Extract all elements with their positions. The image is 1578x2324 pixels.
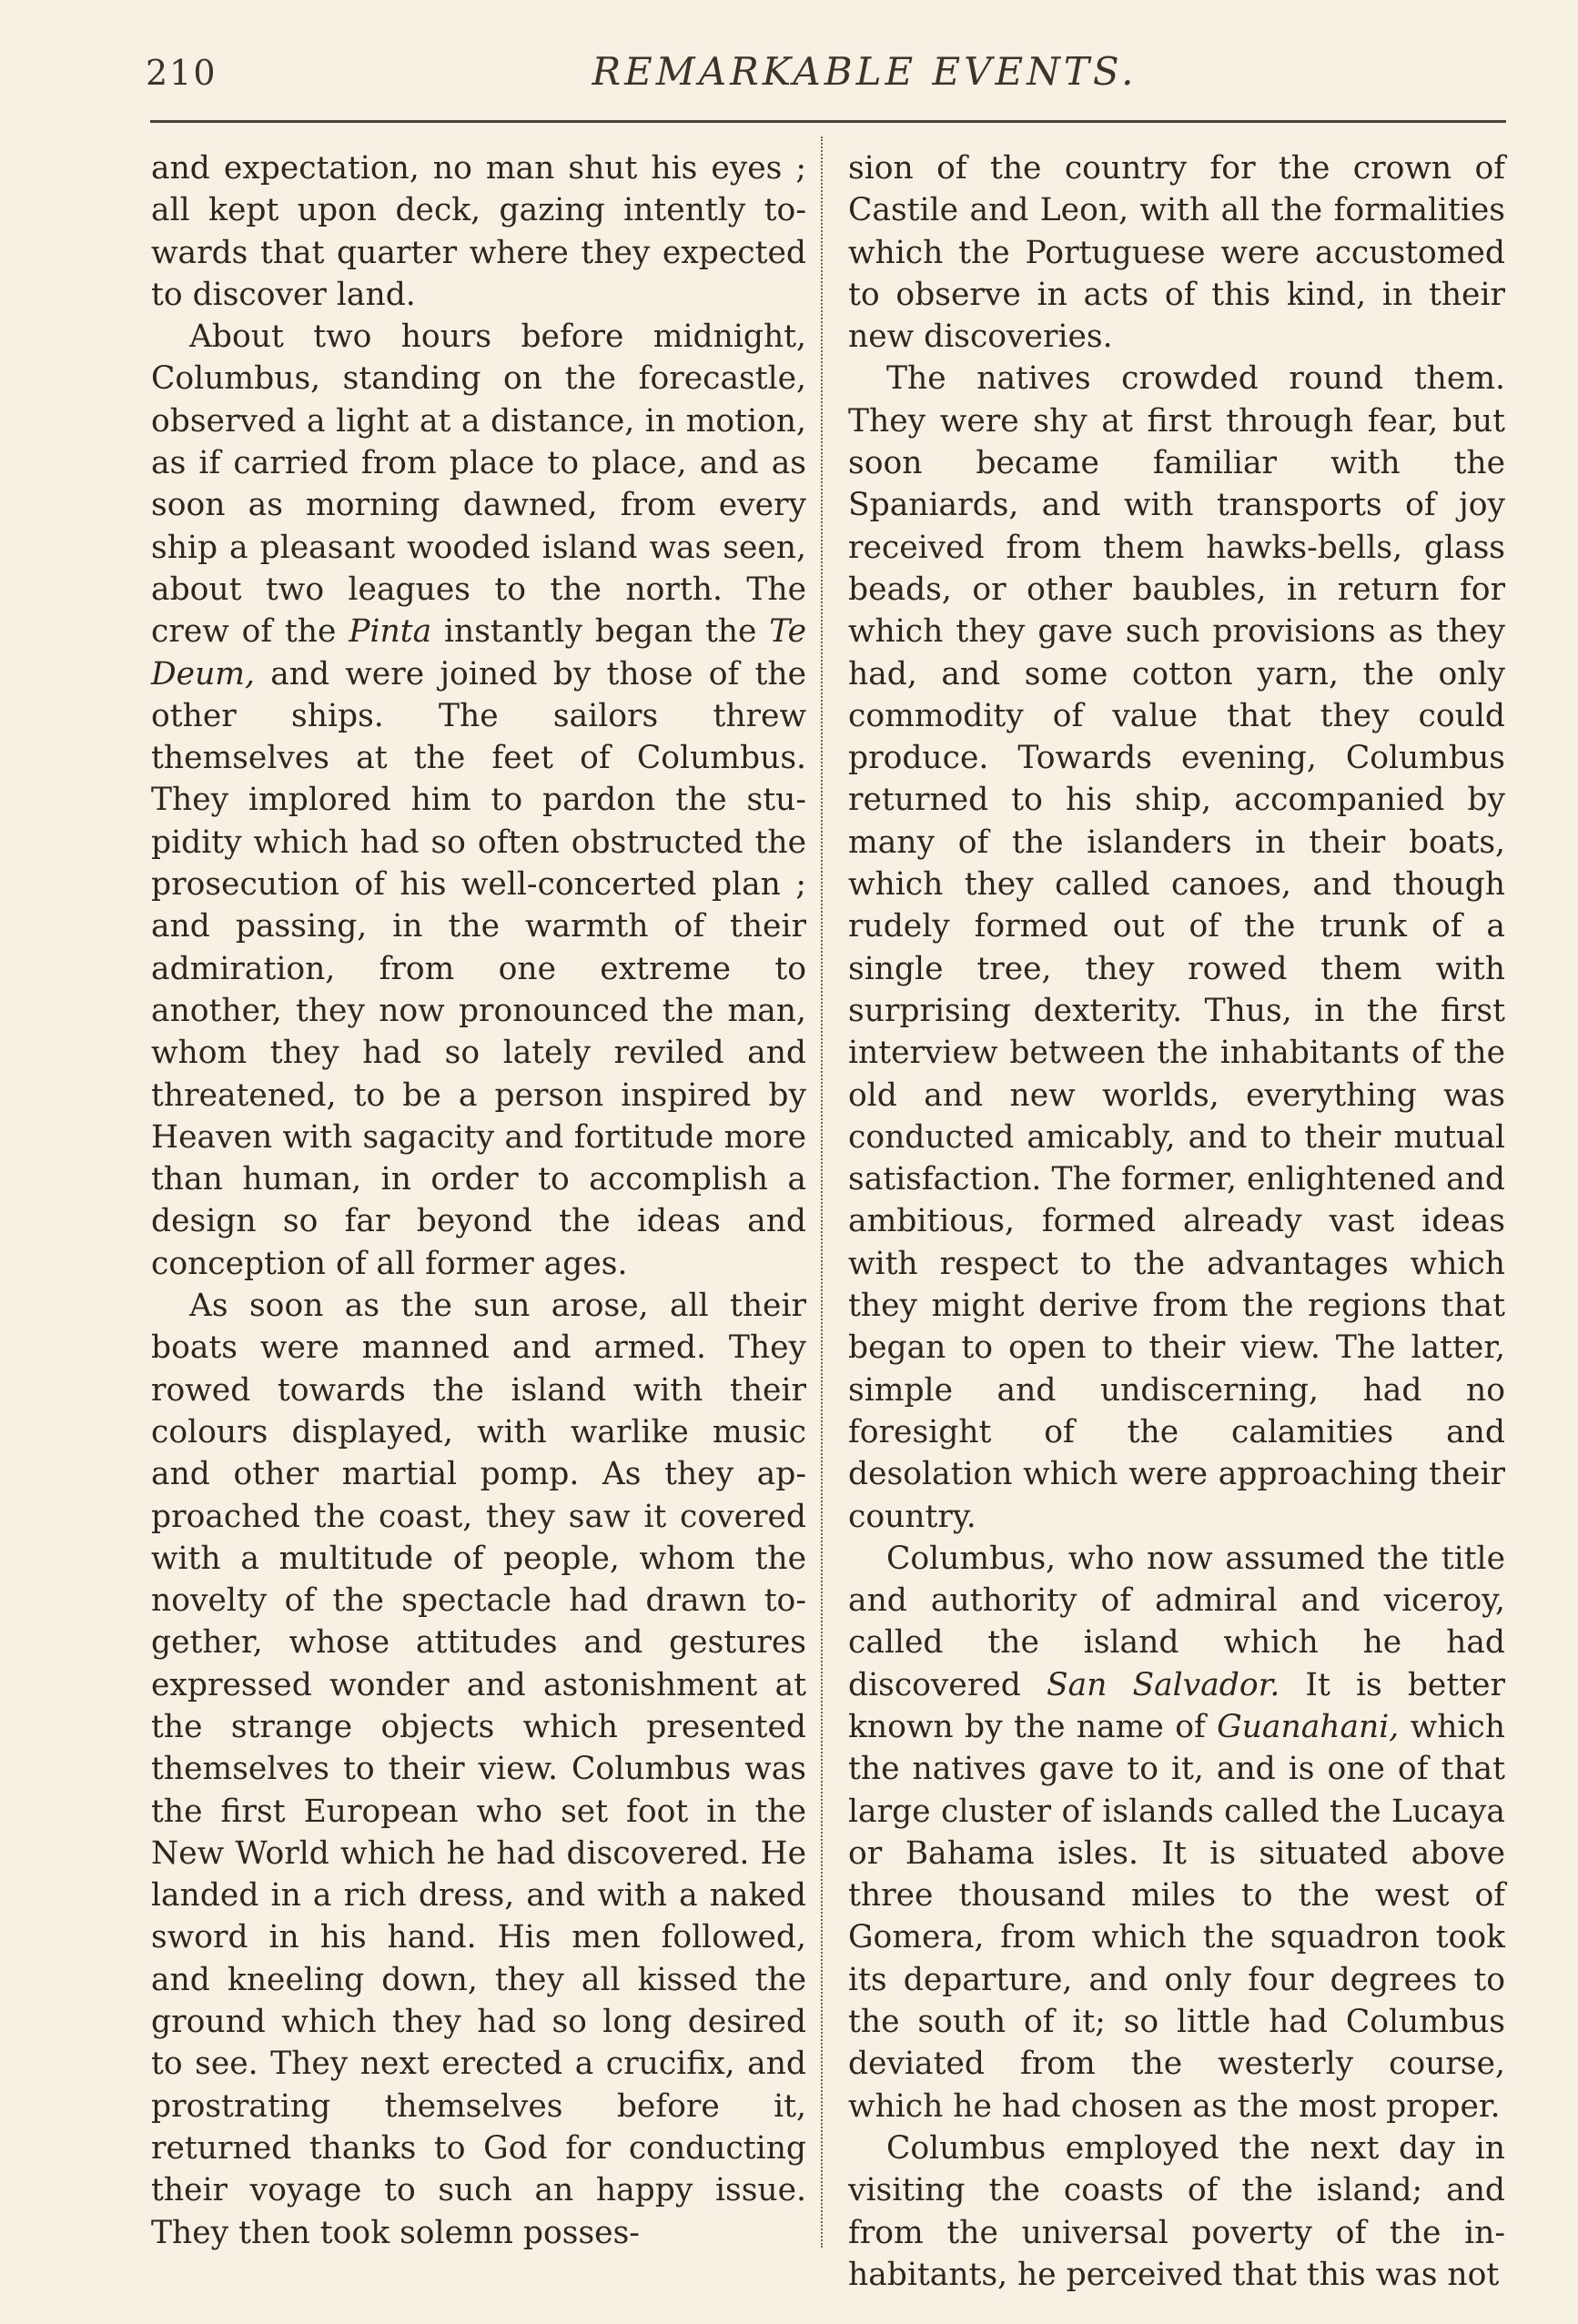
paragraph: Columbus employed the next day in visiting the coasts of the island; and from the universal poverty of the inhabitants, he perceived that this was not (848, 2129, 1505, 2293)
paragraph: The natives crowded round them. They were shy at first through fear, but soon became familiar with the Spaniards, and with transports of joy received from them hawks-bells, glass beads, or other baubles, in return for which they gave such provisions as they had, and some cotton yarn, the only commodity of value that they could produce. Towards evening, Columbus returned to his ship, accompanied by many of the islanders in their boats, which they called canoes, and though rudely formed out of the trunk of a single tree, they rowed them with surprising dexterity. Thus, in the first interview between the inhabitants of the old and new worlds, everything was conducted amicably, and to their mutual satisfaction. The former, enlightened and ambitious, formed already vast ideas with respect to the advantages which they might derive from the regions that began to open to their view. The latter, simple and undiscerning, had no foresight of the calamities and desolation which were approaching their country. (848, 360, 1505, 1535)
paragraph: sion of the country for the crown of Castile and Leon, with all the formalities which the Portuguese were accustomed to observe in acts of this kind, in their new discoveries. (848, 150, 1505, 356)
paragraph-text: instantly began the (431, 613, 770, 651)
ship-name: Pinta (349, 613, 432, 651)
paragraph-text: which the natives gave to it, and is one of that large cluster of islands called the Lucaya or Bahama isles. It is situated above three thousand miles to the west of Gomera, from which the squadron took its departure, and only four degrees to the south of it; so little had Columbus deviated from the westerly course, which he had chosen as the most proper. (848, 1708, 1505, 2125)
paragraph (151, 316, 806, 1285)
right-column (848, 147, 1505, 2296)
paragraph-text: and were joined by those of the other ships. The sailors threw themselves at the feet of Columbus. They implored him to pardon the stupidity which had so often obstructed the prosecution of his well-concerted plan ; and passing, in the warmth of their admiration, from one extreme to another, they now pronounced the man, whom they had so lately reviled and threatened, to be a person inspired by Heaven with sagacity and fortitude more than human, in order to accomplish a design so far beyond the ideas and conception of all former ages. (151, 655, 806, 1282)
running-title: REMARKABLE EVENTS. (592, 49, 1138, 94)
paragraph: As soon as the sun arose, all their boats were manned and armed. They rowed towards the island with their colours displayed, with warlike music and other martial pomp. As they approached the coast, they saw it covered with a multitude of people, whom the novelty of the spectacle had drawn together, whose attitudes and gestures expressed wonder and astonishment at the strange objects which presented themselves to their view. Columbus was the first European who set foot in the New World which he had discovered. He landed in a rich dress, and with a naked sword in his hand. His men followed, and kneeling down, they all kissed the ground which they had so long desired to see. They next erected a crucifix, and prostrating themselves before it, returned thanks to God for conducting their voyage to such an happy issue. They then took solemn posses- (151, 1288, 806, 2251)
paragraph-text: Columbus, who now assumed the title and authority of admiral and viceroy, called the island which he had discovered (848, 1540, 1505, 1703)
header-rule (150, 120, 1506, 123)
left-column (151, 147, 806, 2254)
column-divider (821, 136, 823, 2248)
island-name: Guanahani, (1217, 1708, 1400, 1745)
hymn-name: Te Deum, (151, 613, 806, 692)
island-name: San Salvador. (1046, 1666, 1280, 1703)
page-number: 210 (146, 53, 217, 93)
paragraph: and expectation, no man shut his eyes ; all kept upon deck, gazing intently towards that quarter where they expected to discover land. (151, 150, 806, 313)
paragraph-text: It is better known by the name of (848, 1666, 1505, 1745)
paragraph-text: About two hours before midnight, Columbus, standing on the forecastle, observed a light at a distance, in motion, as if carried from place to place, and as soon as morning dawned, from every ship a pleasant wooded island was seen, about two leagues to the north. The crew of the (151, 318, 806, 651)
paragraph (848, 1538, 1505, 2127)
